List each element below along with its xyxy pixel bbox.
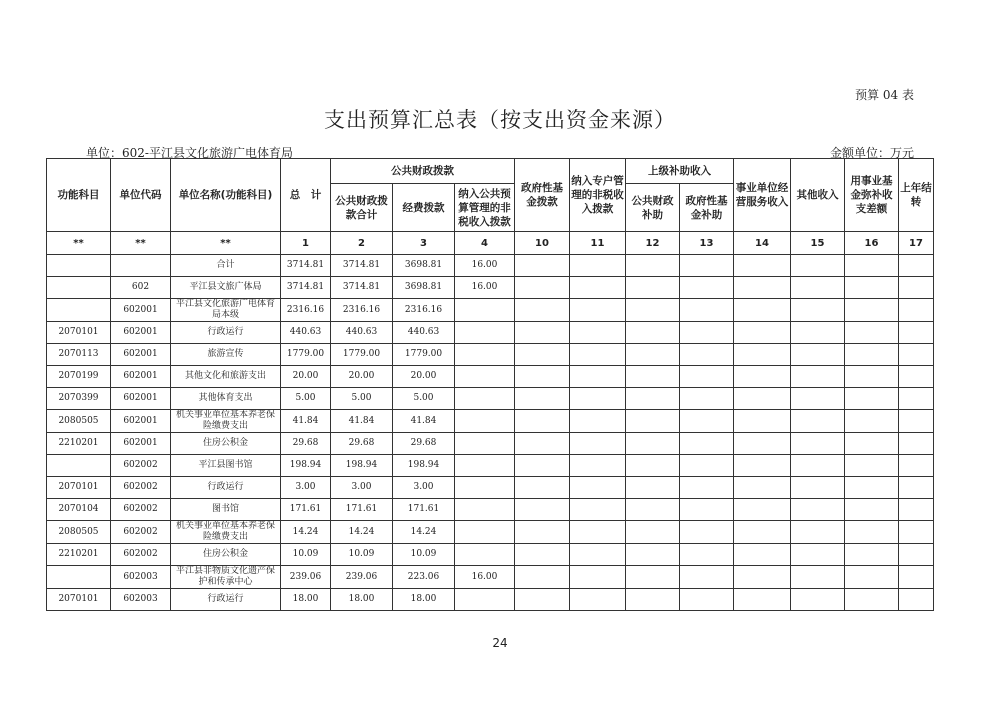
empty-cell — [791, 433, 845, 455]
empty-cell — [626, 589, 680, 611]
empty-cell — [515, 477, 570, 499]
empty-cell — [680, 433, 734, 455]
funding-cell: 198.94 — [393, 455, 455, 477]
empty-cell — [626, 410, 680, 433]
empty-cell — [734, 366, 791, 388]
unit-name-cell: 行政运行 — [171, 589, 281, 611]
public-finance-total-cell: 3714.81 — [331, 277, 393, 299]
empty-cell — [626, 277, 680, 299]
header-funding: 经费拨款 — [393, 184, 455, 232]
page-title: 支出预算汇总表（按支出资金来源） — [324, 108, 676, 132]
empty-cell — [515, 255, 570, 277]
func-code-cell: 2080505 — [47, 521, 111, 544]
empty-cell — [680, 499, 734, 521]
public-finance-total-cell: 3.00 — [331, 477, 393, 499]
unit-code-cell: 602001 — [111, 366, 171, 388]
empty-cell — [570, 344, 626, 366]
empty-cell — [734, 299, 791, 322]
empty-cell — [626, 499, 680, 521]
unit-code-cell: 602001 — [111, 299, 171, 322]
unit-code-cell: 602001 — [111, 322, 171, 344]
empty-cell — [899, 388, 934, 410]
public-finance-total-cell: 14.24 — [331, 521, 393, 544]
empty-cell — [680, 255, 734, 277]
public-finance-total-cell: 198.94 — [331, 455, 393, 477]
header-gov-fund: 政府性基金拨款 — [515, 159, 570, 232]
empty-cell — [899, 344, 934, 366]
index-cell: 1 — [281, 232, 331, 255]
funding-cell: 440.63 — [393, 322, 455, 344]
non-tax-cell — [455, 477, 515, 499]
func-code-cell: 2210201 — [47, 544, 111, 566]
empty-cell — [570, 277, 626, 299]
non-tax-cell — [455, 544, 515, 566]
total-cell: 3714.81 — [281, 255, 331, 277]
empty-cell — [680, 544, 734, 566]
empty-cell — [734, 499, 791, 521]
public-finance-total-cell: 171.61 — [331, 499, 393, 521]
empty-cell — [515, 388, 570, 410]
index-row — [47, 232, 934, 255]
empty-cell — [845, 589, 899, 611]
form-number: 预算 04 表 — [855, 88, 914, 102]
table-row — [47, 344, 934, 366]
funding-cell: 18.00 — [393, 589, 455, 611]
header-special-non-tax: 纳入专户管理的非税收入拨款 — [570, 159, 626, 232]
empty-cell — [515, 455, 570, 477]
header-other-income: 其他收入 — [791, 159, 845, 232]
empty-cell — [791, 566, 845, 589]
func-code-cell: 2070104 — [47, 499, 111, 521]
unit-name-cell: 机关事业单位基本养老保险缴费支出 — [171, 410, 281, 433]
public-finance-total-cell: 10.09 — [331, 544, 393, 566]
unit-name-cell: 其他体育支出 — [171, 388, 281, 410]
funding-cell: 1779.00 — [393, 344, 455, 366]
empty-cell — [899, 366, 934, 388]
table-row — [47, 410, 934, 433]
funding-cell: 5.00 — [393, 388, 455, 410]
empty-cell — [570, 566, 626, 589]
funding-cell: 20.00 — [393, 366, 455, 388]
total-cell: 198.94 — [281, 455, 331, 477]
table-row — [47, 589, 934, 611]
table-row — [47, 455, 934, 477]
empty-cell — [626, 433, 680, 455]
empty-cell — [734, 477, 791, 499]
total-cell: 29.68 — [281, 433, 331, 455]
empty-cell — [845, 499, 899, 521]
empty-cell — [899, 477, 934, 499]
non-tax-cell — [455, 455, 515, 477]
empty-cell — [791, 455, 845, 477]
unit-code-cell: 602002 — [111, 521, 171, 544]
empty-cell — [626, 366, 680, 388]
funding-cell: 3.00 — [393, 477, 455, 499]
unit-name-cell: 住房公积金 — [171, 544, 281, 566]
empty-cell — [791, 322, 845, 344]
empty-cell — [570, 589, 626, 611]
empty-cell — [680, 299, 734, 322]
empty-cell — [791, 410, 845, 433]
unit-name-cell: 住房公积金 — [171, 433, 281, 455]
empty-cell — [899, 410, 934, 433]
header-func-code: 功能科目 — [47, 159, 111, 232]
non-tax-cell — [455, 299, 515, 322]
empty-cell — [899, 499, 934, 521]
empty-cell — [570, 322, 626, 344]
header-carryover: 上年结转 — [899, 159, 934, 232]
empty-cell — [791, 589, 845, 611]
empty-cell — [845, 566, 899, 589]
empty-cell — [515, 299, 570, 322]
unit-code-cell — [111, 255, 171, 277]
public-finance-total-cell: 20.00 — [331, 366, 393, 388]
table-row — [47, 366, 934, 388]
page-number: 24 — [492, 636, 508, 650]
func-code-cell: 2070113 — [47, 344, 111, 366]
index-cell: ** — [171, 232, 281, 255]
total-cell: 5.00 — [281, 388, 331, 410]
empty-cell — [734, 410, 791, 433]
index-cell: 16 — [845, 232, 899, 255]
non-tax-cell — [455, 433, 515, 455]
empty-cell — [734, 521, 791, 544]
public-finance-total-cell: 2316.16 — [331, 299, 393, 322]
empty-cell — [626, 477, 680, 499]
unit-code-cell: 602002 — [111, 477, 171, 499]
empty-cell — [515, 566, 570, 589]
table-row — [47, 433, 934, 455]
empty-cell — [626, 455, 680, 477]
empty-cell — [515, 589, 570, 611]
empty-cell — [899, 589, 934, 611]
empty-cell — [899, 521, 934, 544]
table-row — [47, 499, 934, 521]
header-superior-public: 公共财政补助 — [626, 184, 680, 232]
amount-unit-label: 金额单位：万元 — [829, 146, 914, 160]
empty-cell — [791, 366, 845, 388]
funding-cell: 10.09 — [393, 544, 455, 566]
empty-cell — [515, 410, 570, 433]
empty-cell — [791, 299, 845, 322]
header-fund-supplement: 用事业基金弥补收支差额 — [845, 159, 899, 232]
empty-cell — [791, 388, 845, 410]
header-public-finance-total: 公共财政拨款合计 — [331, 184, 393, 232]
unit-code-cell: 602001 — [111, 344, 171, 366]
empty-cell — [899, 299, 934, 322]
index-cell: 3 — [393, 232, 455, 255]
unit-code-cell: 602002 — [111, 499, 171, 521]
empty-cell — [570, 477, 626, 499]
empty-cell — [845, 410, 899, 433]
funding-cell: 171.61 — [393, 499, 455, 521]
table-row — [47, 277, 934, 299]
unit-name-cell: 图书馆 — [171, 499, 281, 521]
unit-name-cell: 平江县文化旅游广电体育局本级 — [171, 299, 281, 322]
unit-name-cell: 平江县文旅广体局 — [171, 277, 281, 299]
empty-cell — [734, 277, 791, 299]
public-finance-total-cell: 29.68 — [331, 433, 393, 455]
empty-cell — [845, 455, 899, 477]
empty-cell — [791, 344, 845, 366]
unit-code-cell: 602001 — [111, 410, 171, 433]
non-tax-cell: 16.00 — [455, 255, 515, 277]
unit-name-cell: 机关事业单位基本养老保险缴费支出 — [171, 521, 281, 544]
empty-cell — [899, 566, 934, 589]
non-tax-cell: 16.00 — [455, 566, 515, 589]
unit-name-cell: 平江县图书馆 — [171, 455, 281, 477]
empty-cell — [845, 544, 899, 566]
index-cell: 15 — [791, 232, 845, 255]
total-cell: 440.63 — [281, 322, 331, 344]
empty-cell — [734, 566, 791, 589]
empty-cell — [626, 322, 680, 344]
empty-cell — [570, 366, 626, 388]
empty-cell — [680, 566, 734, 589]
empty-cell — [626, 299, 680, 322]
empty-cell — [734, 455, 791, 477]
unit-code-cell: 602002 — [111, 544, 171, 566]
empty-cell — [734, 344, 791, 366]
unit-name-cell: 平江县非物质文化遗产保护和传承中心 — [171, 566, 281, 589]
empty-cell — [680, 322, 734, 344]
header-superior-subsidy: 上级补助收入 — [626, 159, 734, 184]
empty-cell — [515, 433, 570, 455]
index-cell: 2 — [331, 232, 393, 255]
header-total: 总 计 — [281, 159, 331, 232]
unit-code-cell: 602 — [111, 277, 171, 299]
empty-cell — [570, 299, 626, 322]
total-cell: 20.00 — [281, 366, 331, 388]
public-finance-total-cell: 41.84 — [331, 410, 393, 433]
empty-cell — [899, 255, 934, 277]
table-row — [47, 566, 934, 589]
non-tax-cell — [455, 589, 515, 611]
unit-code-cell: 602003 — [111, 589, 171, 611]
empty-cell — [899, 433, 934, 455]
total-cell: 3714.81 — [281, 277, 331, 299]
funding-cell: 3698.81 — [393, 277, 455, 299]
empty-cell — [570, 433, 626, 455]
header-superior-fund: 政府性基金补助 — [680, 184, 734, 232]
total-cell: 171.61 — [281, 499, 331, 521]
empty-cell — [845, 322, 899, 344]
empty-cell — [791, 255, 845, 277]
empty-cell — [626, 544, 680, 566]
empty-cell — [845, 366, 899, 388]
empty-cell — [680, 388, 734, 410]
total-cell: 14.24 — [281, 521, 331, 544]
func-code-cell — [47, 455, 111, 477]
non-tax-cell — [455, 322, 515, 344]
func-code-cell: 2210201 — [47, 433, 111, 455]
total-cell: 18.00 — [281, 589, 331, 611]
header-unit-name: 单位名称(功能科目) — [171, 159, 281, 232]
func-code-cell — [47, 277, 111, 299]
empty-cell — [515, 366, 570, 388]
public-finance-total-cell: 1779.00 — [331, 344, 393, 366]
non-tax-cell — [455, 521, 515, 544]
budget-table — [46, 158, 934, 611]
empty-cell — [680, 410, 734, 433]
empty-cell — [570, 499, 626, 521]
header-public-finance: 公共财政拨款 — [331, 159, 515, 184]
unit-code-cell: 602001 — [111, 388, 171, 410]
empty-cell — [680, 344, 734, 366]
index-cell: 4 — [455, 232, 515, 255]
total-cell: 1779.00 — [281, 344, 331, 366]
func-code-cell — [47, 299, 111, 322]
index-cell: 11 — [570, 232, 626, 255]
empty-cell — [845, 255, 899, 277]
empty-cell — [899, 322, 934, 344]
empty-cell — [570, 410, 626, 433]
funding-cell: 14.24 — [393, 521, 455, 544]
empty-cell — [734, 544, 791, 566]
unit-code-cell: 602003 — [111, 566, 171, 589]
empty-cell — [791, 544, 845, 566]
table-row — [47, 544, 934, 566]
non-tax-cell — [455, 344, 515, 366]
empty-cell — [680, 366, 734, 388]
func-code-cell — [47, 255, 111, 277]
empty-cell — [845, 521, 899, 544]
func-code-cell: 2070399 — [47, 388, 111, 410]
empty-cell — [734, 388, 791, 410]
table-row — [47, 322, 934, 344]
table-row — [47, 477, 934, 499]
funding-cell: 41.84 — [393, 410, 455, 433]
empty-cell — [845, 277, 899, 299]
empty-cell — [899, 544, 934, 566]
empty-cell — [626, 255, 680, 277]
empty-cell — [791, 521, 845, 544]
empty-cell — [791, 477, 845, 499]
funding-cell: 223.06 — [393, 566, 455, 589]
index-cell: ** — [111, 232, 171, 255]
table-row — [47, 255, 934, 277]
empty-cell — [791, 277, 845, 299]
empty-cell — [680, 455, 734, 477]
total-cell: 10.09 — [281, 544, 331, 566]
empty-cell — [515, 499, 570, 521]
empty-cell — [570, 255, 626, 277]
empty-cell — [626, 388, 680, 410]
unit-code-cell: 602002 — [111, 455, 171, 477]
empty-cell — [680, 277, 734, 299]
empty-cell — [734, 255, 791, 277]
table-row — [47, 299, 934, 322]
non-tax-cell — [455, 366, 515, 388]
empty-cell — [515, 521, 570, 544]
empty-cell — [515, 322, 570, 344]
index-cell: 12 — [626, 232, 680, 255]
empty-cell — [570, 521, 626, 544]
empty-cell — [734, 589, 791, 611]
header-business-income: 事业单位经营服务收入 — [734, 159, 791, 232]
func-code-cell: 2070199 — [47, 366, 111, 388]
empty-cell — [626, 566, 680, 589]
unit-code-cell: 602001 — [111, 433, 171, 455]
empty-cell — [845, 433, 899, 455]
empty-cell — [515, 344, 570, 366]
public-finance-total-cell: 3714.81 — [331, 255, 393, 277]
empty-cell — [515, 544, 570, 566]
table-row — [47, 388, 934, 410]
total-cell: 3.00 — [281, 477, 331, 499]
empty-cell — [626, 344, 680, 366]
func-code-cell — [47, 566, 111, 589]
empty-cell — [734, 433, 791, 455]
funding-cell: 2316.16 — [393, 299, 455, 322]
non-tax-cell: 16.00 — [455, 277, 515, 299]
table-row — [47, 521, 934, 544]
public-finance-total-cell: 5.00 — [331, 388, 393, 410]
index-cell: 14 — [734, 232, 791, 255]
index-cell: ** — [47, 232, 111, 255]
total-cell: 2316.16 — [281, 299, 331, 322]
empty-cell — [680, 521, 734, 544]
non-tax-cell — [455, 388, 515, 410]
unit-label: 单位：602-平江县文化旅游广电体育局 — [86, 146, 293, 160]
unit-name-cell: 合计 — [171, 255, 281, 277]
empty-cell — [845, 388, 899, 410]
empty-cell — [791, 499, 845, 521]
empty-cell — [845, 299, 899, 322]
func-code-cell: 2080505 — [47, 410, 111, 433]
header-non-tax-public: 纳入公共预算管理的非税收入拨款 — [455, 184, 515, 232]
empty-cell — [570, 388, 626, 410]
empty-cell — [515, 277, 570, 299]
index-cell: 10 — [515, 232, 570, 255]
empty-cell — [626, 521, 680, 544]
non-tax-cell — [455, 499, 515, 521]
unit-name-cell: 其他文化和旅游支出 — [171, 366, 281, 388]
public-finance-total-cell: 239.06 — [331, 566, 393, 589]
public-finance-total-cell: 440.63 — [331, 322, 393, 344]
empty-cell — [899, 277, 934, 299]
total-cell: 239.06 — [281, 566, 331, 589]
unit-name-cell: 行政运行 — [171, 477, 281, 499]
empty-cell — [680, 477, 734, 499]
func-code-cell: 2070101 — [47, 322, 111, 344]
funding-cell: 3698.81 — [393, 255, 455, 277]
unit-name-cell: 行政运行 — [171, 322, 281, 344]
func-code-cell: 2070101 — [47, 589, 111, 611]
index-cell: 13 — [680, 232, 734, 255]
public-finance-total-cell: 18.00 — [331, 589, 393, 611]
func-code-cell: 2070101 — [47, 477, 111, 499]
header-unit-code: 单位代码 — [111, 159, 171, 232]
empty-cell — [570, 455, 626, 477]
empty-cell — [899, 455, 934, 477]
empty-cell — [680, 589, 734, 611]
empty-cell — [734, 322, 791, 344]
funding-cell: 29.68 — [393, 433, 455, 455]
empty-cell — [845, 477, 899, 499]
empty-cell — [845, 344, 899, 366]
non-tax-cell — [455, 410, 515, 433]
index-cell: 17 — [899, 232, 934, 255]
total-cell: 41.84 — [281, 410, 331, 433]
empty-cell — [570, 544, 626, 566]
unit-name-cell: 旅游宣传 — [171, 344, 281, 366]
